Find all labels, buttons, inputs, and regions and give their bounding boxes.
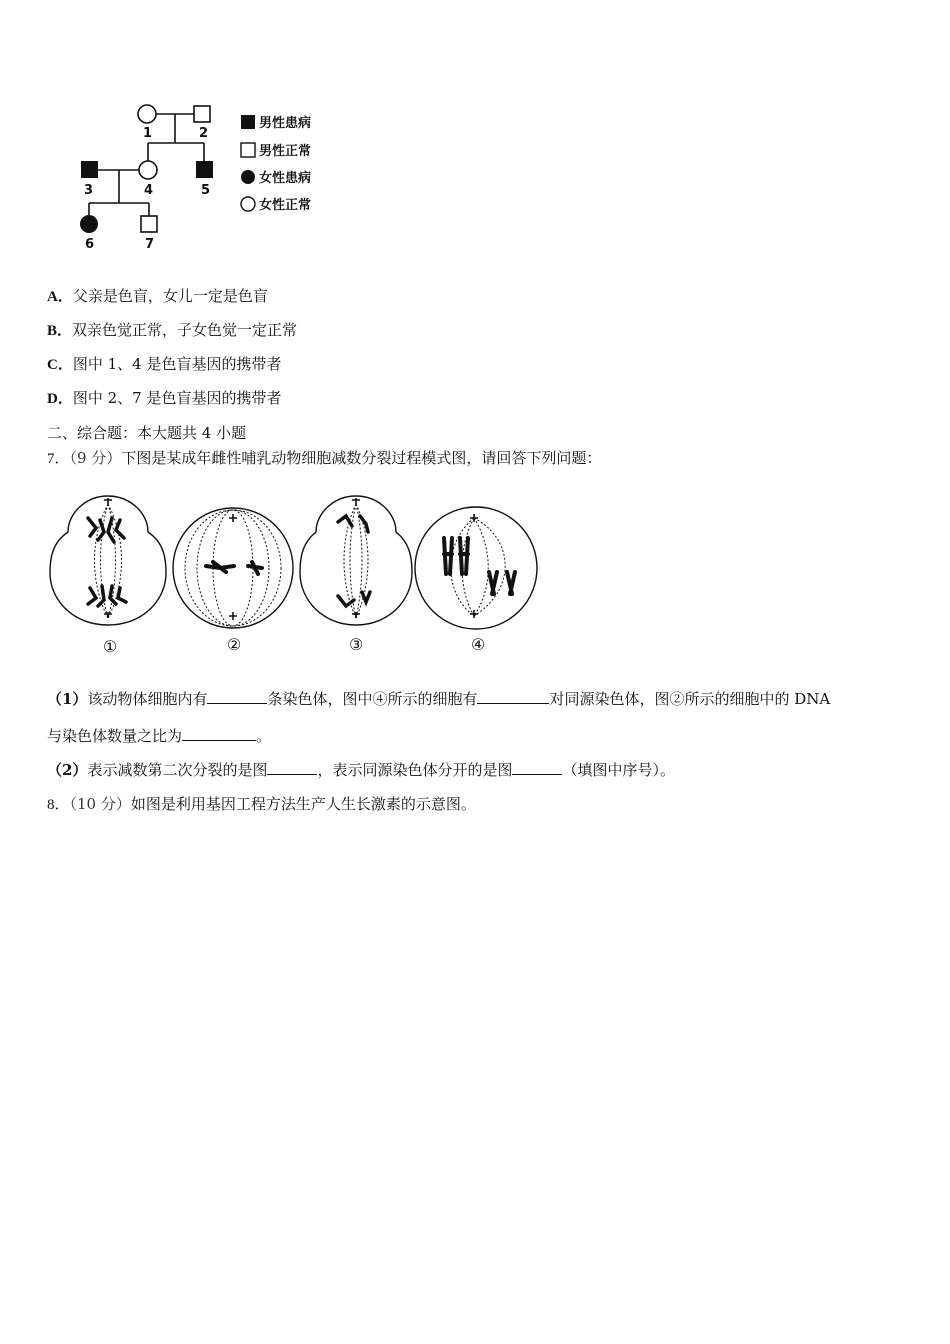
- option-a[interactable]: [47, 286, 268, 307]
- q7-sub1-text3: 对同源染色体，图②所示的细胞中的 DNA: [549, 690, 831, 708]
- cell-1: [50, 496, 166, 625]
- cell-3: [300, 496, 412, 625]
- cell-label-2: ②: [226, 635, 242, 654]
- legend-affected-female: 女性患病: [259, 171, 312, 186]
- option-b-text: 双亲色觉正常，子女色觉一定正常: [72, 321, 298, 339]
- q7-sub2-text1: 表示减数第二次分裂的是图: [87, 761, 268, 779]
- option-d[interactable]: [47, 388, 281, 409]
- q8-number: 8．: [47, 797, 70, 813]
- section-title: 二、综合题：本大题共 4 小题: [47, 424, 247, 442]
- pedigree-4-normal-female: [139, 161, 157, 179]
- answer-blank-second-division[interactable]: [267, 760, 317, 775]
- pedigree-5-affected-male: [196, 161, 213, 178]
- q7-text: 下图是某成年雌性哺乳动物细胞减数分裂过程模式图，请回答下列问题：: [121, 449, 602, 467]
- option-a-text: 父亲是色盲，女儿一定是色盲: [72, 287, 268, 305]
- pedigree-label-3: 3: [84, 183, 94, 198]
- legend-affected-male: 男性患病: [259, 116, 312, 131]
- q7-number: 7．: [47, 451, 70, 467]
- pedigree-6-affected-female: [80, 215, 98, 233]
- option-d-text: 图中 2、7 是色盲基因的携带者: [72, 389, 282, 407]
- pedigree-label-7: 7: [145, 237, 155, 252]
- q7-sub1-text1: 该动物体细胞内有: [87, 690, 208, 708]
- option-a-letter: A．: [47, 289, 73, 305]
- pedigree-label-6: 6: [85, 237, 95, 252]
- pedigree-3-affected-male: [81, 161, 98, 178]
- question-8-stem: [47, 794, 476, 815]
- legend-affected-male-icon: [241, 115, 255, 129]
- q8-text: 如图是利用基因工程方法生产人生长激素的示意图。: [130, 795, 476, 813]
- q7-sub1-text2: 条染色体，图中④所示的细胞有: [267, 690, 478, 708]
- pedigree-chart: [70, 98, 340, 256]
- q7-sub1-line2: [47, 726, 271, 746]
- q7-sub2-text3: （填图中序号）。: [562, 761, 675, 779]
- cell-label-1: ①: [102, 637, 118, 656]
- question-7-stem: [47, 448, 601, 469]
- answer-blank-homologous-pairs[interactable]: [477, 689, 549, 704]
- legend-normal-female-icon: [241, 197, 255, 211]
- pedigree-label-5: 5: [201, 183, 211, 198]
- pedigree-7-normal-male: [141, 216, 157, 232]
- q8-points: （10 分）: [69, 795, 131, 813]
- cell-label-3: ③: [348, 635, 364, 654]
- option-c-letter: C．: [47, 357, 73, 373]
- answer-blank-dna-ratio[interactable]: [182, 726, 256, 741]
- pedigree-label-4: 4: [144, 183, 154, 198]
- q7-sub2-text2: ，表示同源染色体分开的是图: [317, 761, 513, 779]
- option-d-letter: D．: [47, 391, 73, 407]
- cell-4: [415, 507, 537, 629]
- q7-sub2-label: （2）: [47, 761, 88, 779]
- answer-blank-chromosome-count[interactable]: [207, 689, 267, 704]
- legend-normal-male-icon: [241, 143, 255, 157]
- answer-blank-homologs-separate[interactable]: [512, 760, 562, 775]
- q7-sub1-text5: 。: [256, 727, 272, 745]
- pedigree-label-1: 1: [143, 126, 153, 141]
- q7-sub1-text4: 与染色体数量之比为: [47, 727, 183, 745]
- legend-normal-female: 女性正常: [259, 198, 312, 213]
- option-c[interactable]: [47, 354, 281, 375]
- meiosis-cell-diagrams: [48, 488, 548, 660]
- q7-sub1-line1: [47, 689, 830, 709]
- q7-sub2-line: [47, 760, 675, 780]
- pedigree-label-2: 2: [199, 126, 209, 141]
- option-c-text: 图中 1、4 是色盲基因的携带者: [72, 355, 282, 373]
- legend-normal-male: 男性正常: [259, 144, 312, 159]
- q7-points: （9 分）: [69, 449, 122, 467]
- q7-sub1-label: （1）: [47, 690, 88, 708]
- cell-label-4: ④: [470, 635, 486, 654]
- option-b[interactable]: [47, 320, 297, 341]
- legend-affected-female-icon: [241, 170, 255, 184]
- option-b-letter: B．: [47, 323, 73, 339]
- cell-2: [173, 508, 293, 628]
